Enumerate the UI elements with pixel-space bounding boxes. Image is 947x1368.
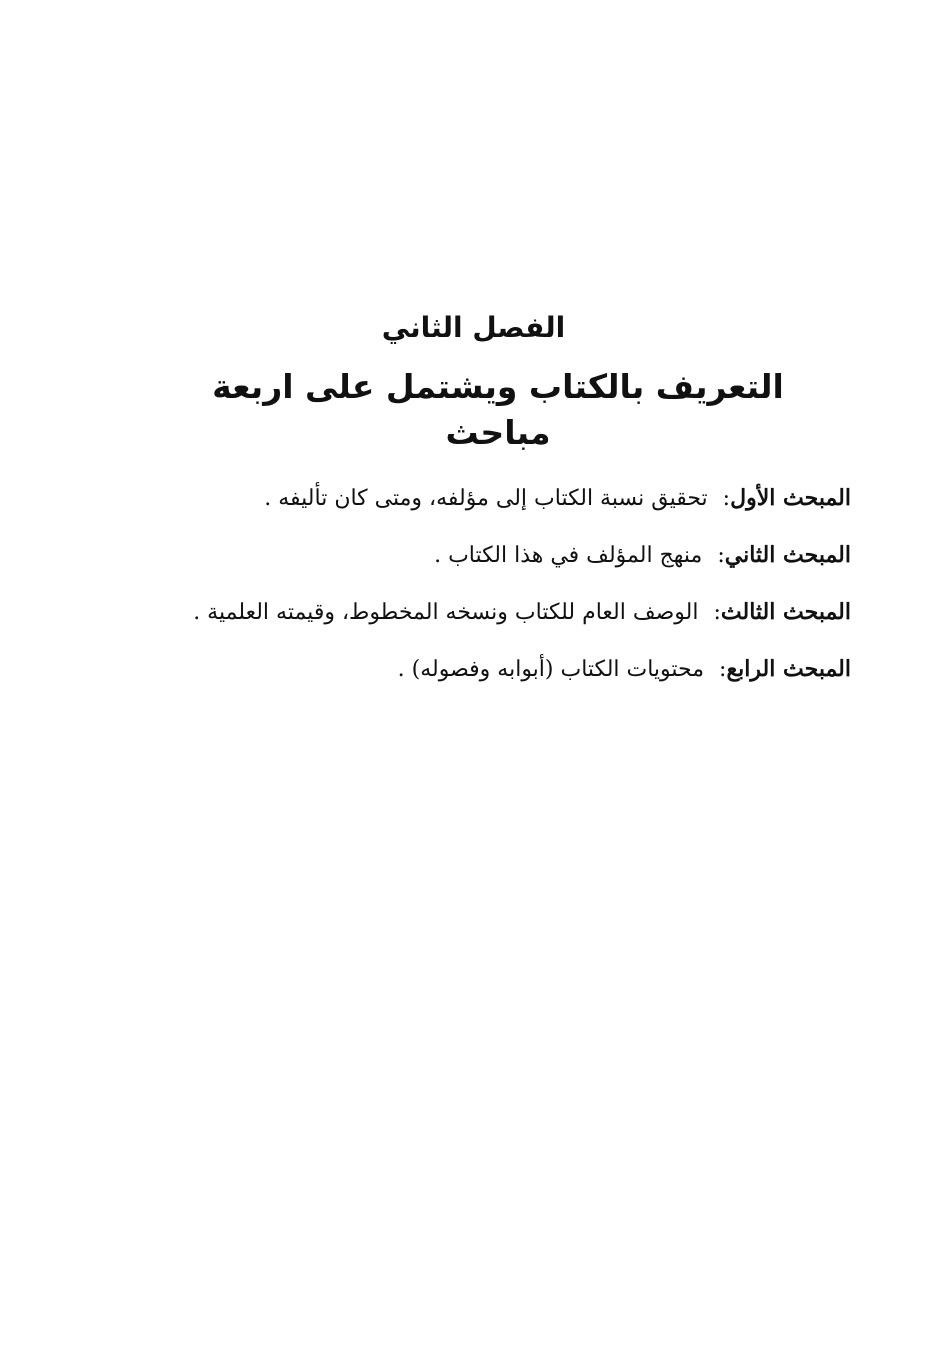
section-item-2 [151,535,851,575]
section-item-3 [151,592,851,632]
section-label: المبحث الثالث [720,599,851,625]
section-text: الوصف العام للكتاب ونسخه المخطوط، وقيمته العلمية . [193,600,699,625]
section-item-1 [151,478,851,518]
chapter-subtitle: التعريف بالكتاب ويشتمل على اربعة مباحث [212,367,784,452]
section-label: المبحث الأول [730,485,851,511]
section-item-4 [151,649,851,689]
section-separator: : [713,600,721,625]
section-separator: : [719,657,727,682]
section-separator: : [717,543,725,568]
section-list [151,478,851,706]
section-label: المبحث الثاني [724,542,851,568]
section-text: تحقيق نسبة الكتاب إلى مؤلفه، ومتى كان تأليفه . [264,486,708,511]
section-text: منهج المؤلف في هذا الكتاب . [434,543,703,568]
section-label: المبحث الرابع [726,656,851,682]
section-separator: : [722,486,731,511]
chapter-title: الفصل الثاني [381,311,566,344]
section-text: محتويات الكتاب (أبوابه وفصوله) . [397,657,705,682]
